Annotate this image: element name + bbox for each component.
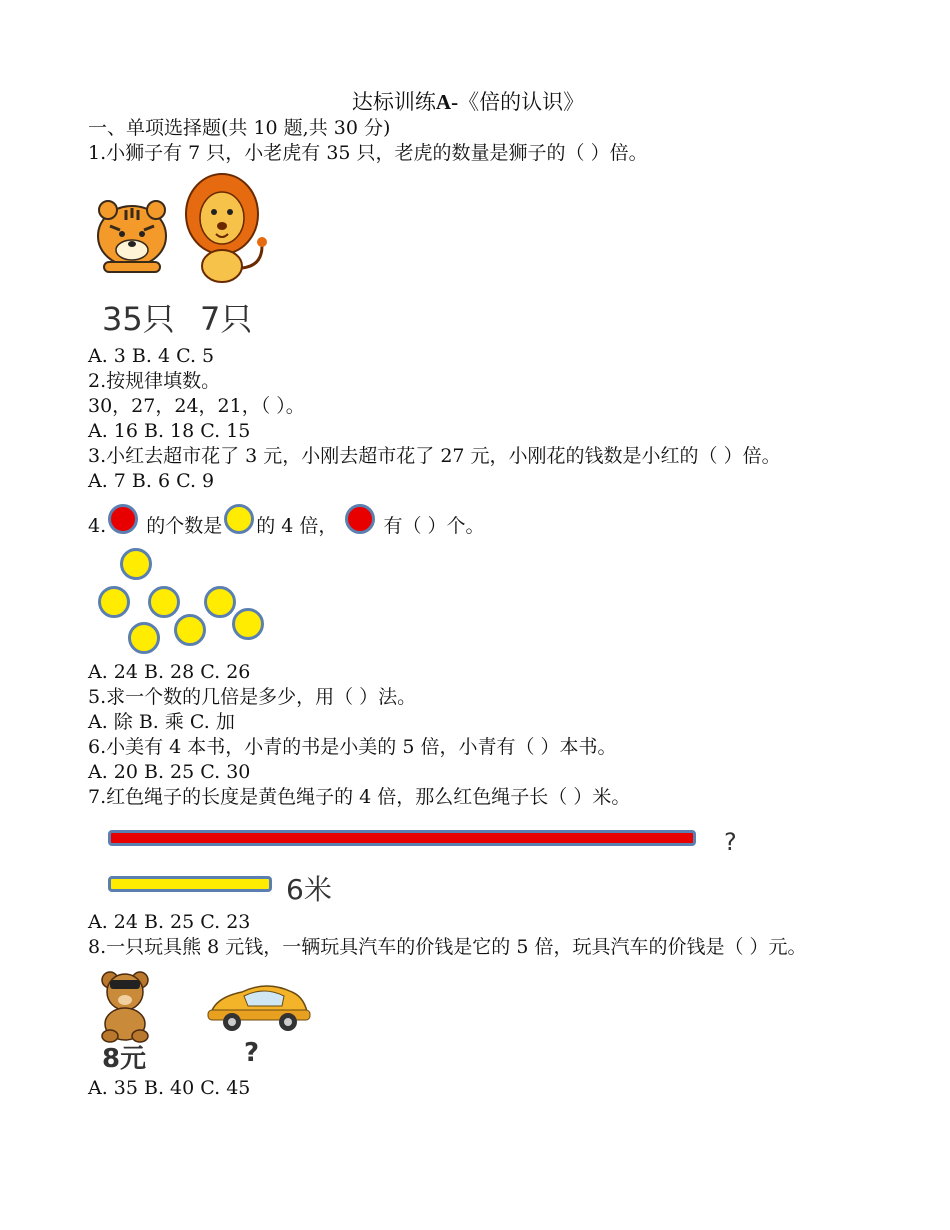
- tiger-icon: [98, 201, 166, 272]
- question-8: 8.一只玩具熊 8 元钱，一辆玩具汽车的价钱是它的 5 倍，玩具汽车的价钱是（ ）元。: [88, 936, 807, 958]
- section-heading: 一、单项选择题(共 10 题,共 30 分): [88, 117, 391, 139]
- q7-options: A. 24 B. 25 C. 23: [88, 911, 251, 933]
- q3-options: A. 7 B. 6 C. 9: [88, 470, 215, 492]
- question-6: 6.小美有 4 本书，小青的书是小美的 5 倍，小青有（ ）本书。: [88, 736, 617, 758]
- q4-yellow-circles: [88, 542, 868, 660]
- toy-car-icon: [208, 986, 310, 1031]
- q4-options: A. 24 B. 28 C. 26: [88, 661, 251, 683]
- yellow-circle-icon: [224, 504, 254, 534]
- q6-options: A. 20 B. 25 C. 30: [88, 761, 251, 783]
- q1-figure: [88, 166, 868, 344]
- yellow-circle-icon: [232, 608, 264, 640]
- yellow-circle-icon: [174, 614, 206, 646]
- car-price-label: ?: [244, 1038, 260, 1068]
- q7-rope-figure: [88, 810, 868, 910]
- yellow-circle-icon: [120, 548, 152, 580]
- q5-options: A. 除 B. 乘 C. 加: [88, 711, 235, 733]
- q1-options: A. 3 B. 4 C. 5: [88, 345, 215, 367]
- lion-count-label: 7只: [200, 300, 253, 338]
- q2-sequence: 30，27，24，21，（ ）。: [88, 395, 305, 417]
- tiger-count-label: 35只: [102, 300, 175, 338]
- worksheet: [88, 88, 868, 1101]
- q8-options: A. 35 B. 40 C. 45: [88, 1077, 251, 1099]
- red-rope-bar: [108, 830, 696, 846]
- tiger-lion-illustration: [90, 170, 290, 290]
- teddy-bear-icon: [102, 972, 148, 1042]
- red-rope-label: ?: [724, 828, 737, 856]
- bear-car-illustration: [92, 966, 332, 1046]
- lion-icon: [186, 174, 267, 282]
- yellow-circle-icon: [204, 586, 236, 618]
- yellow-rope-label: 6米: [286, 873, 332, 906]
- q8-figure: [88, 960, 868, 1076]
- q2-options: A. 16 B. 18 C. 15: [88, 420, 251, 442]
- question-5: 5.求一个数的几倍是多少，用（ ）法。: [88, 686, 417, 708]
- yellow-circle-icon: [128, 622, 160, 654]
- yellow-rope-bar: [108, 876, 272, 892]
- page-title: 达标训练A-《倍的认识》: [351, 90, 585, 114]
- red-circle-icon: [345, 504, 375, 534]
- yellow-circle-icon: [148, 586, 180, 618]
- yellow-circle-icon: [98, 586, 130, 618]
- question-2: 2.按规律填数。: [88, 370, 221, 392]
- question-4: 4. 的个数是 的 4 倍， 有（ ）个。: [88, 512, 868, 542]
- bear-price-label: 8元: [102, 1044, 147, 1074]
- question-1: 1.小狮子有 7 只，小老虎有 35 只，老虎的数量是狮子的（ ）倍。: [88, 142, 648, 164]
- question-7: 7.红色绳子的长度是黄色绳子的 4 倍，那么红色绳子长（ ）米。: [88, 786, 631, 808]
- red-circle-icon: [108, 504, 138, 534]
- question-3: 3.小红去超市花了 3 元，小刚去超市花了 27 元，小刚花的钱数是小红的（ ）倍。: [88, 445, 781, 467]
